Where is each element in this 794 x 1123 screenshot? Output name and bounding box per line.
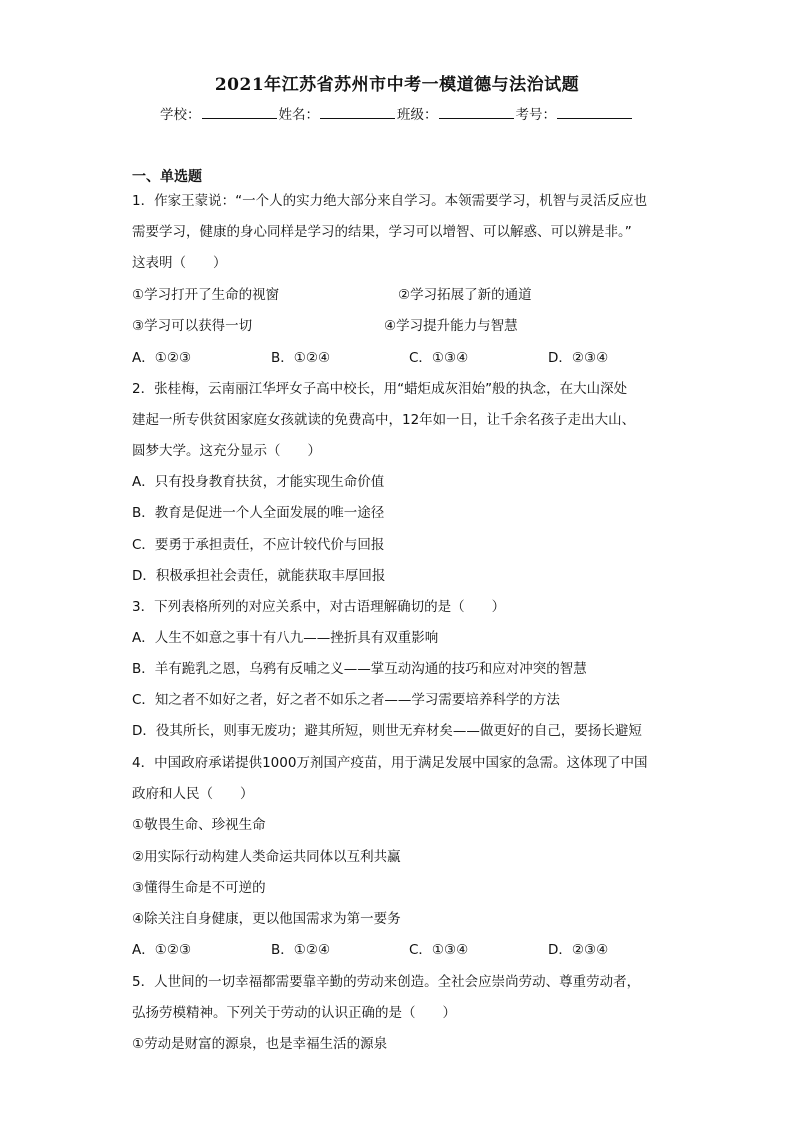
name-label: 姓名： [278,107,319,123]
school-label: 学校： [160,107,201,123]
exam-no-label: 考号： [515,107,556,123]
question-2-stem-line-3: 圆梦大学。这充分显示（ ） [132,443,321,459]
question-2-stem-line-2: 建起一所专供贫困家庭女孩就读的免费高中，12年如一日，让千余名孩子走出大山、 [132,412,636,428]
question-4-stem-line-1: 4．中国政府承诺提供1000万剂国产疫苗，用于满足发展中国家的急需。这体现了中国 [132,755,648,771]
class-blank[interactable] [439,106,514,119]
exam-no-blank[interactable] [557,106,632,119]
question-5-stem-line-1: 5．人世间的一切幸福都需要靠辛勤的劳动来创造。全社会应崇尚劳动、尊重劳动者， [132,974,641,990]
question-1-option-a[interactable]: A．①②③ [132,350,192,366]
section-heading: 一、单选题 [132,169,202,185]
question-1-option-c[interactable]: C．①③④ [409,350,469,366]
page-title: 2021年江苏省苏州市中考一模道德与法治试题 [214,75,580,95]
question-4-option-d[interactable]: D．②③④ [548,942,609,958]
question-2-option-b[interactable]: B．教育是促进一个人全面发展的唯一途径 [132,505,385,521]
question-4-statement-3: ③懂得生命是不可逆的 [132,880,266,896]
question-5-statement-1: ①劳动是财富的源泉，也是幸福生活的源泉 [132,1036,388,1052]
question-4-statement-1: ①敬畏生命、珍视生命 [132,817,266,833]
question-2-stem-line-1: 2．张桂梅，云南丽江华坪女子高中校长，用“蜡炬成灰泪始”般的执念，在大山深处 [132,381,628,397]
name-blank[interactable] [320,106,395,119]
question-1-stem-line-3: 这表明（ ） [132,255,227,271]
question-4-statement-4: ④除关注自身健康，更以他国需求为第一要务 [132,911,401,927]
question-4-statement-2: ②用实际行动构建人类命运共同体以互利共赢 [132,849,401,865]
question-4-stem-line-2: 政府和人民（ ） [132,786,254,802]
question-1-statement-4: ④学习提升能力与智慧 [384,318,518,334]
question-1-option-b[interactable]: B．①②④ [271,350,331,366]
student-info-row [160,103,634,123]
question-3-option-a[interactable]: A．人生不如意之事十有八九——挫折具有双重影响 [132,630,439,646]
school-blank[interactable] [202,106,277,119]
question-4-option-a[interactable]: A．①②③ [132,942,192,958]
question-1-statement-1: ①学习打开了生命的视窗 [132,287,280,303]
question-3-stem-line-1: 3．下列表格所列的对应关系中，对古语理解确切的是（ ） [132,599,506,615]
question-5-stem-line-2: 弘扬劳模精神。下列关于劳动的认识正确的是（ ） [132,1005,456,1021]
question-1-stem-line-2: 需要学习，健康的身心同样是学习的结果，学习可以增智、可以解惑、可以辨是非。” [132,224,632,240]
question-1-statement-3: ③学习可以获得一切 [132,318,253,334]
question-2-option-d[interactable]: D．积极承担社会责任，就能获取丰厚回报 [132,568,386,584]
question-3-option-b[interactable]: B．羊有跪乳之恩，乌鸦有反哺之义——掌互动沟通的技巧和应对冲突的智慧 [132,661,587,677]
question-4-option-c[interactable]: C．①③④ [409,942,469,958]
question-3-option-c[interactable]: C．知之者不如好之者，好之者不如乐之者——学习需要培养科学的方法 [132,692,560,708]
class-label: 班级： [397,107,438,123]
question-2-option-c[interactable]: C．要勇于承担责任，不应计较代价与回报 [132,537,385,553]
question-1-statement-2: ②学习拓展了新的通道 [398,287,532,303]
question-2-option-a[interactable]: A．只有投身教育扶贫，才能实现生命价值 [132,474,385,490]
question-4-option-b[interactable]: B．①②④ [271,942,331,958]
question-1-option-d[interactable]: D．②③④ [548,350,609,366]
question-3-option-d[interactable]: D．役其所长，则事无废功；避其所短，则世无弃材矣——做更好的自己，要扬长避短 [132,723,642,739]
question-1-stem-line-1: 1．作家王蒙说：“一个人的实力绝大部分来自学习。本领需要学习，机智与灵活反应也 [132,193,648,209]
